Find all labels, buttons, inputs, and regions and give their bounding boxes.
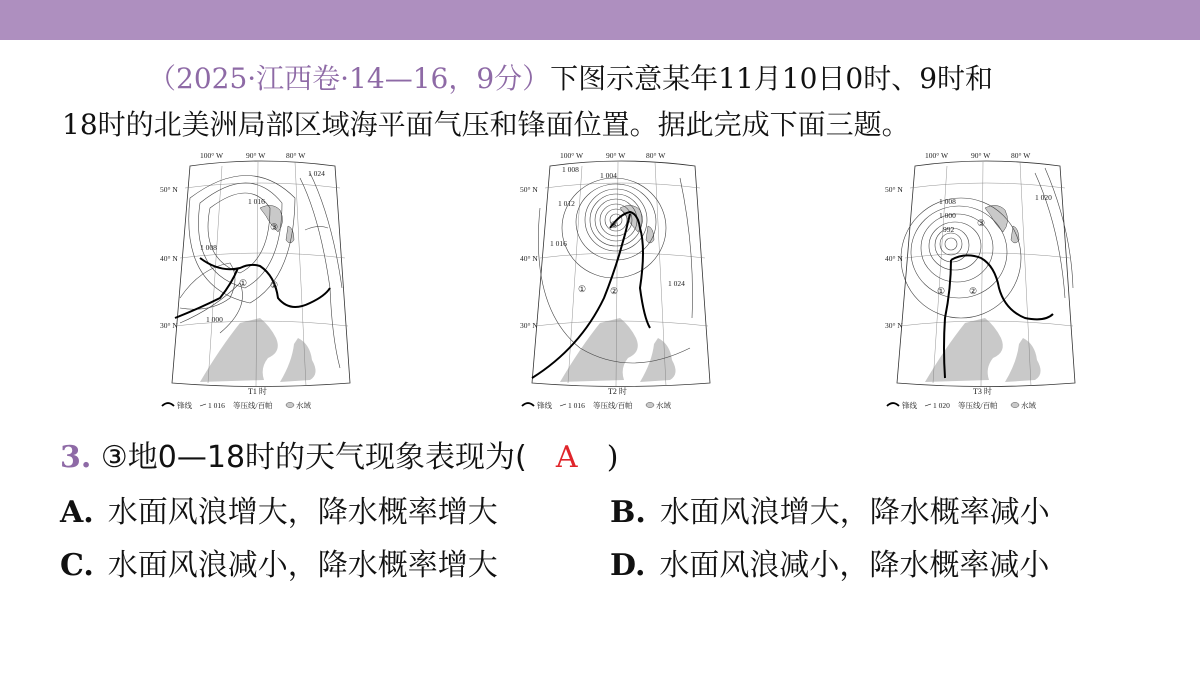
isobar-label: 1 008 [939,197,956,206]
legend-isobar-value: 1 016 [208,401,225,410]
lon-label: 90° W [971,151,991,160]
intro-text-line1: 下图示意某年11月10日0时、9时和 [550,62,994,95]
option-d[interactable] [610,546,1049,586]
question-source: （2025·江西卷·14—16，9分） [148,62,551,95]
lat-label: 30° N [520,321,538,330]
point-label-2: ② [610,286,619,296]
point-label-1: ① [578,284,587,294]
option-text: 水面风浪增大，降水概率减小 [659,495,1050,530]
legend-water: 水域 [1021,401,1036,410]
option-b[interactable] [610,493,1050,533]
lon-label: 80° W [1011,151,1031,160]
lat-label: 40° N [520,254,538,263]
question-3 [60,438,618,478]
isobar-label: 1 008 [200,243,217,252]
map-caption: T1 时 [248,387,267,396]
option-c[interactable] [60,546,498,586]
lat-label: 50° N [520,185,538,194]
isobar-label: 1 008 [562,165,579,174]
isobar-label: 1 024 [668,279,685,288]
point-label-3: ③ [270,222,279,232]
weather-maps [140,148,1140,418]
point-label-3: ③ [977,218,986,228]
isobar-label: 1 024 [308,169,325,178]
lon-label: 100° W [925,151,949,160]
legend-isobar-unit: 等压线/百帕 [958,401,998,410]
lat-label: 30° N [885,321,903,330]
lat-label: 40° N [160,254,178,263]
legend-isobar-value: 1 020 [933,401,950,410]
option-letter: A. [60,495,94,530]
lat-label: 30° N [160,321,178,330]
option-text: 水面风浪减小，降水概率减小 [659,548,1050,583]
option-a[interactable] [60,493,498,533]
map-caption: T2 时 [608,387,627,396]
weather-map-t3 [885,148,1085,410]
option-text: 水面风浪增大，降水概率增大 [107,495,498,530]
point-label-1: ① [239,278,248,288]
point-label-2: ② [270,280,279,290]
weather-map-t1 [160,148,360,410]
point-label-3: ③ [610,220,619,230]
isobar-label: 1 000 [206,315,223,324]
legend-water: 水域 [296,401,311,410]
isobar-label: 1 000 [939,211,956,220]
option-letter: D. [610,548,646,583]
question-stem-end: ) [606,440,619,475]
legend-front: 锋线 [537,401,552,410]
lon-label: 100° W [560,151,584,160]
point-label-1: ① [937,286,946,296]
isobar-label: 1 004 [600,171,617,180]
lat-label: 50° N [885,185,903,194]
answer-blank: A [555,440,578,475]
isobar-label: 1 020 [1035,193,1052,202]
legend-front: 锋线 [902,401,917,410]
isobar-label: 992 [943,225,955,234]
option-letter: B. [610,495,646,530]
option-letter: C. [60,548,94,583]
legend-isobar-unit: 等压线/百帕 [233,401,273,410]
lon-label: 80° W [646,151,666,160]
legend-isobar-unit: 等压线/百帕 [593,401,633,410]
option-text: 水面风浪减小，降水概率增大 [107,548,498,583]
map-caption: T3 时 [973,387,992,396]
isobar-label: 1 016 [248,197,265,206]
isobar-label: 1 016 [550,239,567,248]
weather-map-t2 [520,148,720,410]
point-label-2: ② [969,286,978,296]
lon-label: 80° W [286,151,306,160]
legend-isobar-value: 1 016 [568,401,585,410]
lat-label: 50° N [160,185,178,194]
question-intro [62,56,1142,148]
legend-water: 水域 [656,401,671,410]
lon-label: 90° W [246,151,266,160]
header-bar [0,0,1200,40]
question-number: 3. [60,440,92,475]
intro-text-line2: 18时的北美洲局部区域海平面气压和锋面位置。据此完成下面三题。 [62,108,910,141]
isobar-label: 1 012 [558,199,575,208]
lon-label: 90° W [606,151,626,160]
legend-front: 锋线 [177,401,192,410]
question-stem: ③地0—18时的天气现象表现为( [100,440,527,475]
lat-label: 40° N [885,254,903,263]
lon-label: 100° W [200,151,224,160]
